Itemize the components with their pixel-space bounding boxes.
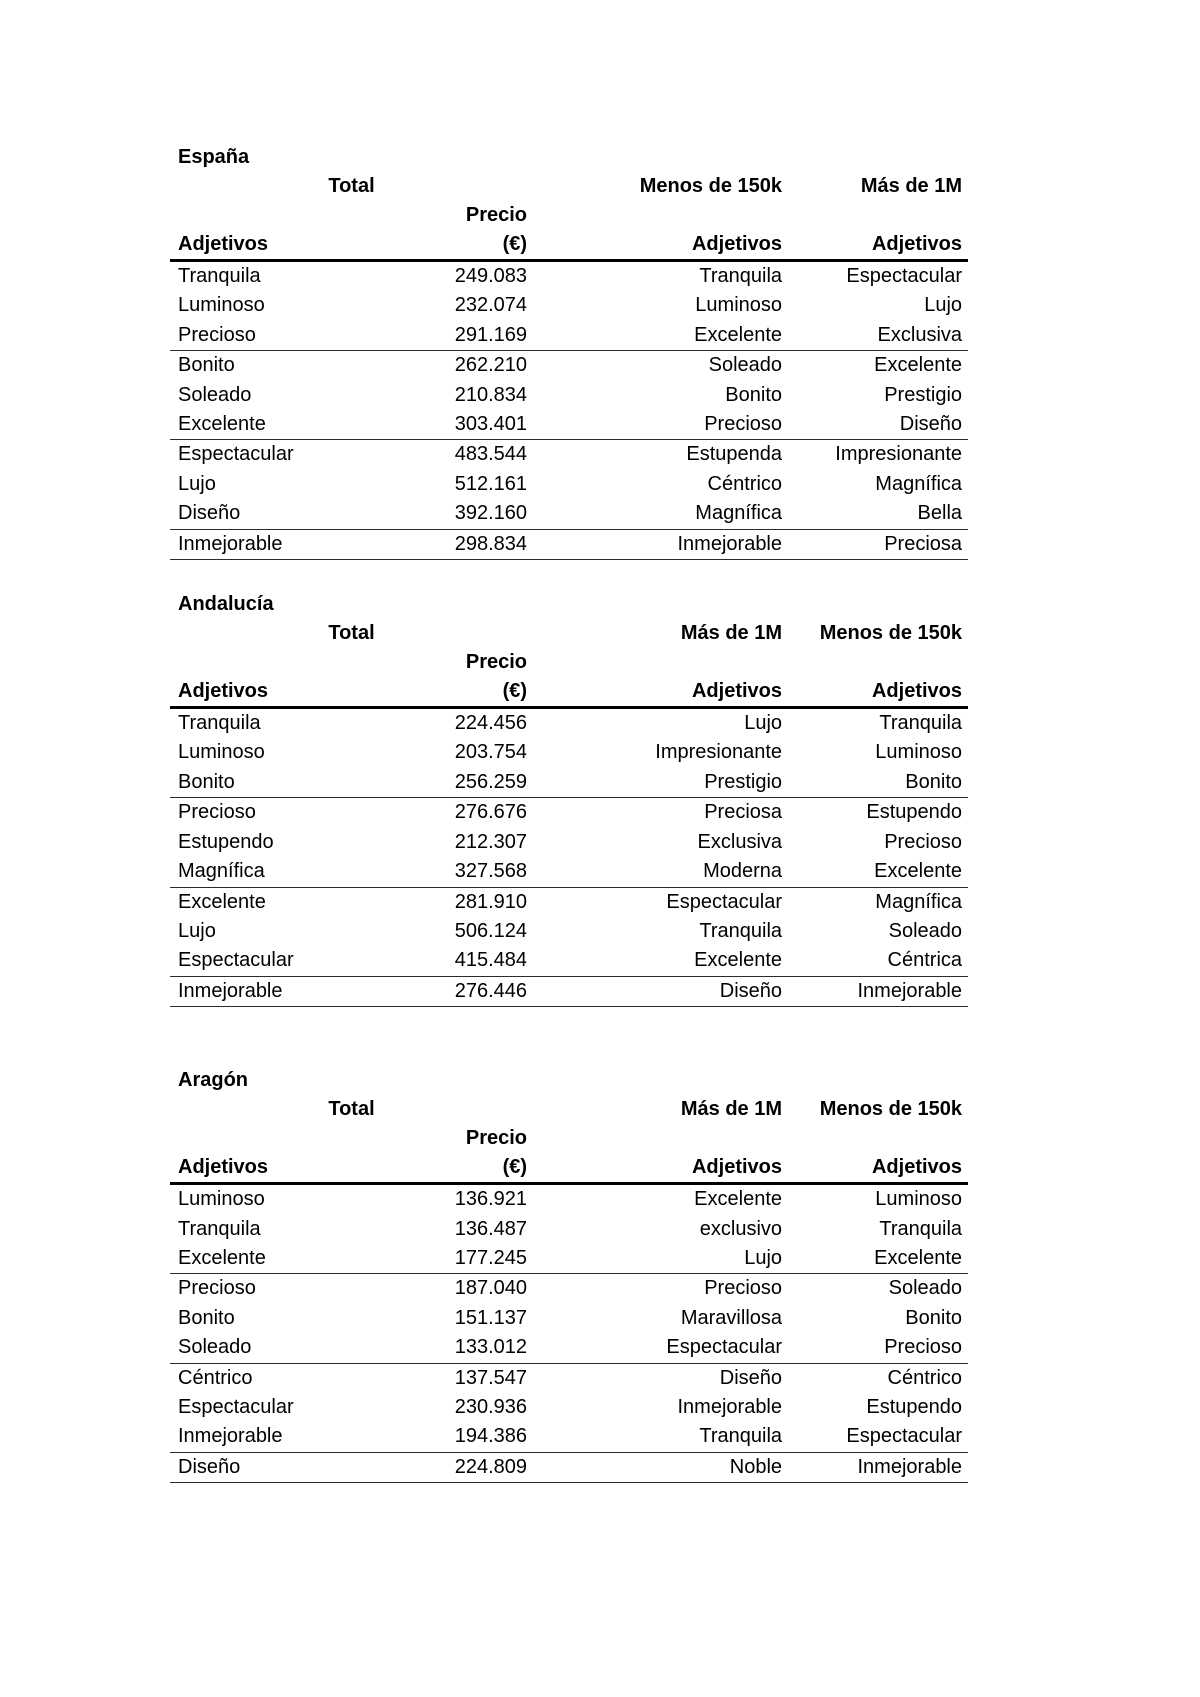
adjective-cell: Precioso (178, 1277, 256, 1300)
table-row (170, 1215, 968, 1244)
col1-header: Adjetivos (170, 677, 345, 708)
table-row (170, 291, 968, 320)
adjective-cell: Prestigio (884, 383, 963, 406)
adjective-cell: Soleado (178, 383, 252, 406)
adjective-cell: Soleado (888, 919, 963, 942)
pivot-table-aragon (170, 1095, 968, 1483)
price-cell: 327.568 (345, 857, 533, 887)
adjective-cell: Luminoso (178, 741, 265, 764)
table-row (170, 351, 968, 381)
table-row (170, 708, 968, 739)
price-cell: 136.921 (454, 1188, 528, 1211)
group-header-row (170, 1095, 968, 1124)
table-row (170, 798, 968, 828)
adjective-cell: Magnífica (875, 890, 963, 913)
adjective-cell: Lujo (533, 1244, 788, 1274)
table-row (170, 321, 968, 351)
adjective-cell: Tranquila (699, 919, 783, 942)
pivot-table-andalucia (170, 619, 968, 1007)
adjective-cell: Excelente (170, 410, 345, 440)
adjective-cell: Bonito (170, 768, 345, 798)
adjective-cell: Espectacular (666, 890, 783, 913)
adjective-cell: Excelente (533, 946, 788, 976)
adjective-cell: Precioso (788, 1333, 968, 1363)
adjective-cell: Bella (788, 499, 968, 529)
adjective-cell: Soleado (170, 1333, 345, 1363)
region-section-andalucia (170, 590, 968, 1007)
adjective-cell: Precioso (884, 830, 963, 853)
column-header-row (170, 230, 968, 261)
adjective-cell: Tranquila (879, 712, 963, 735)
adjective-cell: Excelente (788, 1244, 968, 1274)
table-row (170, 917, 968, 946)
table-row (170, 1274, 968, 1304)
adjective-cell: Luminoso (178, 1188, 265, 1211)
adjective-cell: Tranquila (879, 1217, 963, 1240)
precio-header: Precio (465, 1127, 528, 1150)
price-cell: 298.834 (345, 529, 533, 559)
col2-header: (€) (345, 1153, 533, 1184)
adjective-cell: Luminoso (875, 1188, 963, 1211)
adjective-cell: Espectacular (170, 946, 345, 976)
precio-header: Precio (465, 651, 528, 674)
group-header-row (170, 172, 968, 201)
adjective-cell: Estupendo (178, 830, 274, 853)
price-cell: 506.124 (454, 919, 528, 942)
price-cell: 232.074 (454, 294, 528, 317)
price-cell: 177.245 (345, 1244, 533, 1274)
adjective-cell: Luminoso (178, 294, 265, 317)
table-row (170, 1422, 968, 1452)
price-cell: 210.834 (454, 383, 528, 406)
table-row (170, 887, 968, 917)
price-cell: 133.012 (345, 1333, 533, 1363)
adjective-cell: Excelente (178, 890, 266, 913)
segment-header-col3: Más de 1M (680, 622, 783, 645)
price-cell: 512.161 (454, 472, 528, 495)
adjective-cell: Magnífica (170, 857, 345, 887)
adjective-cell: Inmejorable (788, 976, 968, 1006)
price-cell: 137.547 (454, 1366, 528, 1389)
table-row (170, 828, 968, 857)
adjective-cell: Moderna (533, 857, 788, 887)
table-row (170, 499, 968, 529)
table-row (170, 1363, 968, 1393)
total-group-header: Total (328, 1098, 375, 1121)
adjective-cell: Céntrico (887, 1366, 963, 1389)
adjective-cell: Luminoso (695, 294, 783, 317)
table-row (170, 381, 968, 410)
adjective-cell: Excelente (874, 354, 963, 377)
adjective-cell: Excelente (788, 857, 968, 887)
col2-header: (€) (345, 230, 533, 261)
precio-header-row (170, 201, 968, 230)
precio-header: Precio (465, 204, 528, 226)
adjective-cell: Espectacular (533, 1333, 788, 1363)
region-title: España (178, 146, 250, 168)
segment-header-col3: Más de 1M (680, 1098, 783, 1121)
adjective-cell: Exclusiva (788, 321, 968, 351)
price-cell: 281.910 (454, 890, 528, 913)
segment-header-col3: Menos de 150k (639, 175, 783, 197)
table-row (170, 1244, 968, 1274)
table-row (170, 529, 968, 559)
adjective-cell: Soleado (708, 354, 783, 377)
adjective-cell: Estupendo (866, 801, 963, 824)
table-row (170, 1184, 968, 1215)
table-row (170, 738, 968, 767)
adjective-cell: Noble (533, 1452, 788, 1482)
segment-header-col4: Más de 1M (860, 175, 963, 197)
adjective-cell: Diseño (533, 976, 788, 1006)
price-cell: 194.386 (345, 1422, 533, 1452)
table-row (170, 857, 968, 887)
region-title: Aragón (178, 1069, 248, 1092)
price-cell: 262.210 (454, 354, 528, 377)
adjective-cell: Inmejorable (533, 529, 788, 559)
table-row (170, 261, 968, 292)
segment-header-col4: Menos de 150k (819, 622, 963, 645)
adjective-cell: Maravillosa (680, 1306, 783, 1329)
adjective-cell: Espectacular (846, 265, 963, 287)
total-group-header: Total (328, 622, 375, 645)
adjective-cell: Céntrico (707, 472, 783, 495)
col1-header: Adjetivos (170, 1153, 345, 1184)
adjective-cell: Bonito (178, 354, 235, 377)
adjective-cell: Diseño (170, 499, 345, 529)
table-row (170, 1452, 968, 1482)
adjective-cell: Luminoso (875, 741, 963, 764)
adjective-cell: Inmejorable (170, 529, 345, 559)
table-row (170, 1333, 968, 1363)
col4-header: Adjetivos (788, 1153, 968, 1184)
adjective-cell: Estupendo (866, 1395, 963, 1418)
price-cell: 483.544 (454, 443, 528, 466)
col2-header: (€) (345, 677, 533, 708)
adjective-cell: Tranquila (178, 265, 261, 287)
adjective-cell: Preciosa (704, 801, 783, 824)
pivot-table-espana (170, 172, 968, 560)
price-cell: 415.484 (345, 946, 533, 976)
adjective-cell: Precioso (178, 801, 256, 824)
adjective-cell: Lujo (178, 919, 216, 942)
adjective-cell: Céntrico (178, 1366, 253, 1389)
adjective-cell: Lujo (178, 472, 216, 495)
adjective-cell: Impresionante (835, 443, 963, 466)
segment-header-col4: Menos de 150k (819, 1098, 963, 1121)
col3-header: Adjetivos (533, 1153, 788, 1184)
adjective-cell: exclusivo (699, 1217, 783, 1240)
price-cell: 230.936 (454, 1395, 528, 1418)
price-cell: 276.676 (454, 801, 528, 824)
precio-header-row (170, 648, 968, 677)
col3-header: Adjetivos (533, 230, 788, 261)
region-section-espana (170, 143, 968, 560)
col1-header: Adjetivos (170, 230, 345, 261)
adjective-cell: Espectacular (178, 443, 294, 466)
adjective-cell: Prestigio (533, 768, 788, 798)
adjective-cell: Bonito (905, 1306, 963, 1329)
adjective-cell: Tranquila (178, 1217, 261, 1240)
price-cell: 224.456 (454, 712, 528, 735)
adjective-cell: Bonito (788, 768, 968, 798)
price-cell: 187.040 (454, 1277, 528, 1300)
adjective-cell: Espectacular (788, 1422, 968, 1452)
adjective-cell: Diseño (788, 410, 968, 440)
price-cell: 276.446 (345, 976, 533, 1006)
adjective-cell: Preciosa (788, 529, 968, 559)
group-header-row (170, 619, 968, 648)
adjective-cell: Inmejorable (677, 1395, 783, 1418)
price-cell: 203.754 (454, 741, 528, 764)
adjective-cell: Exclusiva (697, 830, 783, 853)
region-section-aragon (170, 1066, 968, 1483)
adjective-cell: Inmejorable (170, 976, 345, 1006)
price-cell: 256.259 (345, 768, 533, 798)
adjective-cell: Tranquila (178, 712, 261, 735)
col4-header: Adjetivos (788, 677, 968, 708)
column-header-row (170, 677, 968, 708)
adjective-cell: Magnífica (533, 499, 788, 529)
price-cell: 151.137 (454, 1306, 528, 1329)
price-cell: 212.307 (454, 830, 528, 853)
adjective-cell: Diseño (719, 1366, 783, 1389)
adjective-cell: Bonito (178, 1306, 235, 1329)
adjective-cell: Tranquila (699, 265, 783, 287)
price-cell: 303.401 (345, 410, 533, 440)
col4-header: Adjetivos (788, 230, 968, 261)
document-page (170, 0, 968, 1483)
table-row (170, 768, 968, 798)
table-row (170, 976, 968, 1006)
column-header-row (170, 1153, 968, 1184)
table-row (170, 946, 968, 976)
total-group-header: Total (328, 175, 375, 197)
adjective-cell: Céntrica (788, 946, 968, 976)
adjective-cell: Lujo (744, 712, 783, 735)
adjective-cell: Diseño (170, 1452, 345, 1482)
price-cell: 249.083 (454, 265, 528, 287)
adjective-cell: Excelente (170, 1244, 345, 1274)
adjective-cell: Precioso (704, 1277, 783, 1300)
adjective-cell: Inmejorable (170, 1422, 345, 1452)
price-cell: 224.809 (345, 1452, 533, 1482)
adjective-cell: Precioso (533, 410, 788, 440)
price-cell: 291.169 (345, 321, 533, 351)
adjective-cell: Excelente (533, 321, 788, 351)
adjective-cell: Bonito (725, 383, 783, 406)
table-row (170, 1304, 968, 1333)
adjective-cell: Impresionante (655, 741, 783, 764)
region-title: Andalucía (178, 593, 274, 616)
adjective-cell: Inmejorable (788, 1452, 968, 1482)
table-row (170, 440, 968, 470)
price-cell: 136.487 (454, 1217, 528, 1240)
adjective-cell: Excelente (694, 1188, 783, 1211)
precio-header-row (170, 1124, 968, 1153)
price-cell: 392.160 (345, 499, 533, 529)
adjective-cell: Espectacular (178, 1395, 294, 1418)
col3-header: Adjetivos (533, 677, 788, 708)
adjective-cell: Tranquila (533, 1422, 788, 1452)
adjective-cell: Lujo (924, 294, 963, 317)
table-row (170, 470, 968, 499)
adjective-cell: Precioso (170, 321, 345, 351)
table-row (170, 410, 968, 440)
adjective-cell: Soleado (888, 1277, 963, 1300)
adjective-cell: Magnífica (875, 472, 963, 495)
table-row (170, 1393, 968, 1422)
adjective-cell: Estupenda (686, 443, 783, 466)
